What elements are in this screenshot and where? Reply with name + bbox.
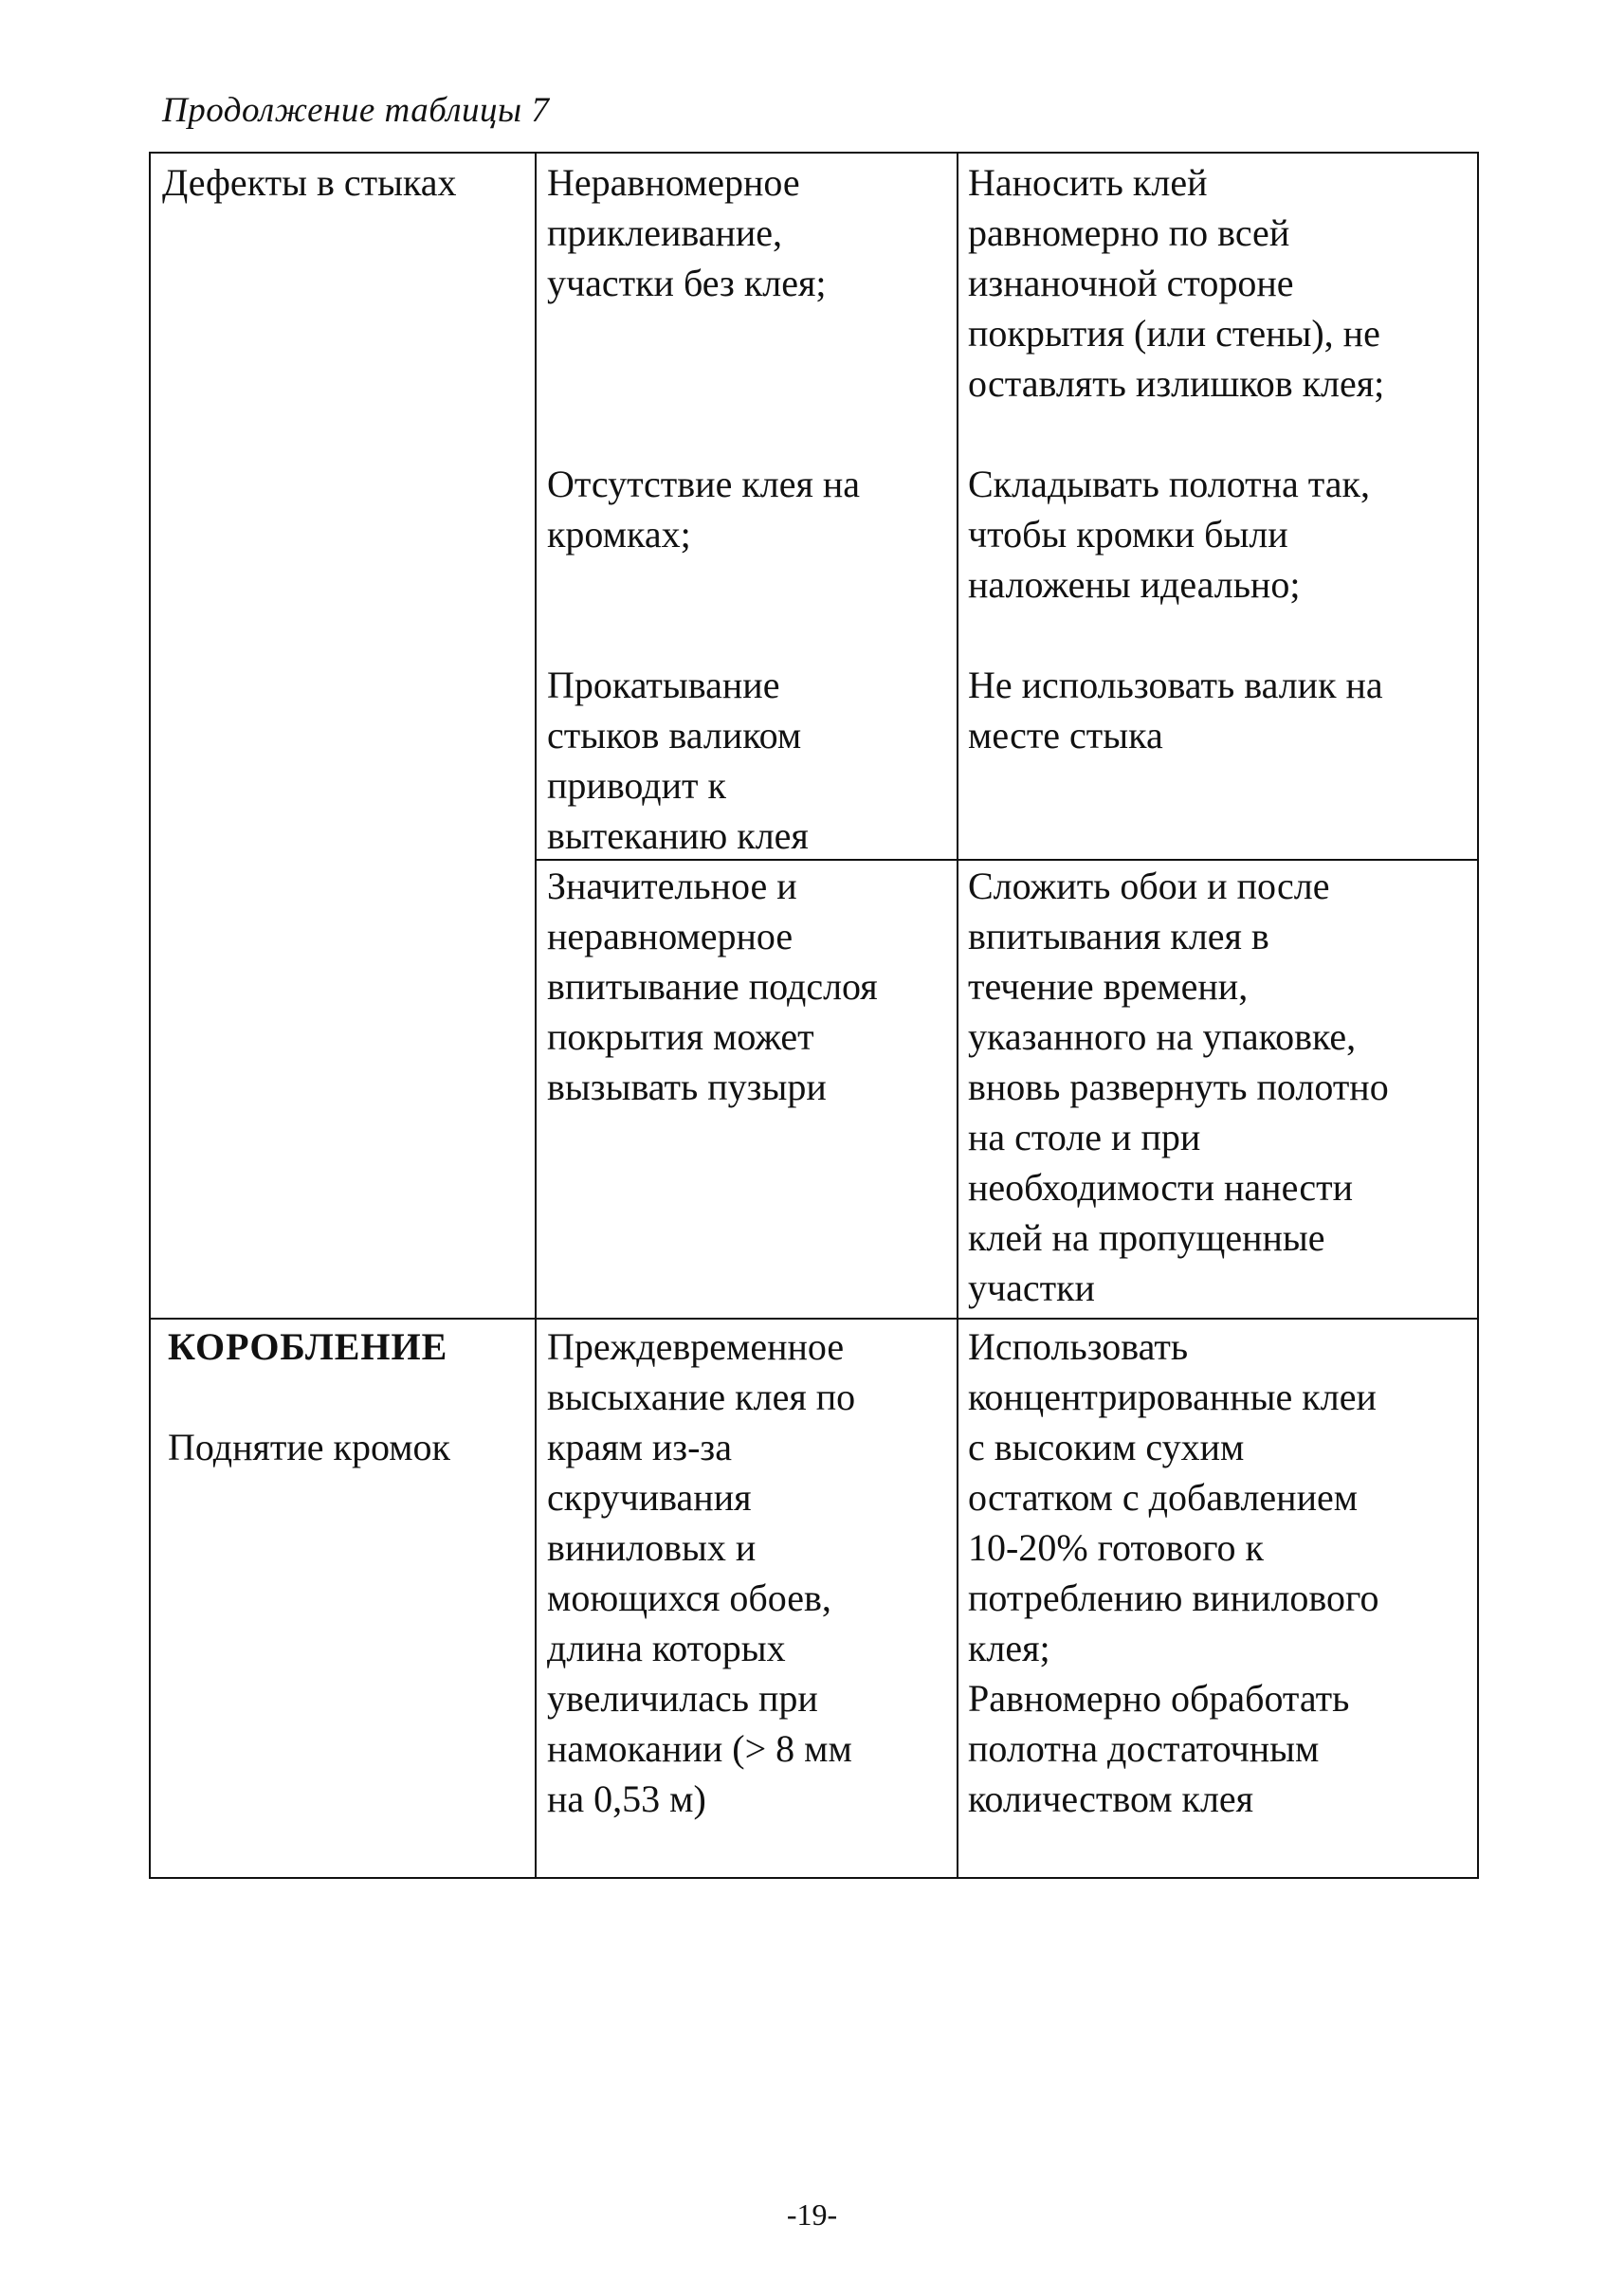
remedy-cell: Не использовать валик на месте стыка <box>968 664 1383 756</box>
cause-cell: Прокатывание стыков валиком приводит к вытеканию клея <box>547 664 809 857</box>
remedy-cell: Использовать концентрированные клеи с высоким сухим остатком с добавлением 10-20% готового к потреблению винилового клея; Равномерно обработать полотна достаточным количеством клея <box>968 1325 1379 1820</box>
table-caption: Продолжение таблицы 7 <box>162 91 550 130</box>
remedy-cell: Наносить клей равномерно по всей изнаночной стороне покрытия (или стены), не оставлять излишков клея; <box>968 161 1385 405</box>
column-divider-2 <box>957 154 958 1877</box>
page-number: -19- <box>786 2197 838 2232</box>
cause-cell: Преждевременное высыхание клея по краям из-за скручивания виниловых и моющихся обоев, длина которых увеличилась при намокании (> 8 мм на 0,53 м) <box>547 1325 856 1820</box>
row-divider-2 <box>151 1318 1477 1320</box>
cause-cell: Значительное и неравномерное впитывание подслоя покрытия может вызывать пузыри <box>547 865 878 1108</box>
cause-cell: Отсутствие клея на кромках; <box>547 463 861 556</box>
section-heading: КОРОБЛЕНИЕ <box>168 1325 448 1368</box>
cause-cell: Неравномерное приклеивание, участки без клея; <box>547 161 827 304</box>
remedy-cell: Сложить обои и после впитывания клея в течение времени, указанного на упаковке, вновь развернуть полотно на столе и при необходимости нанести клей на пропущенные участки <box>968 865 1389 1309</box>
column-divider-1 <box>535 154 537 1877</box>
defects-table <box>149 152 1479 1879</box>
defect-label: Дефекты в стыках <box>162 161 457 204</box>
defect-label: Поднятие кромок <box>168 1426 450 1468</box>
remedy-cell: Складывать полотна так, чтобы кромки были наложены идеально; <box>968 463 1370 606</box>
